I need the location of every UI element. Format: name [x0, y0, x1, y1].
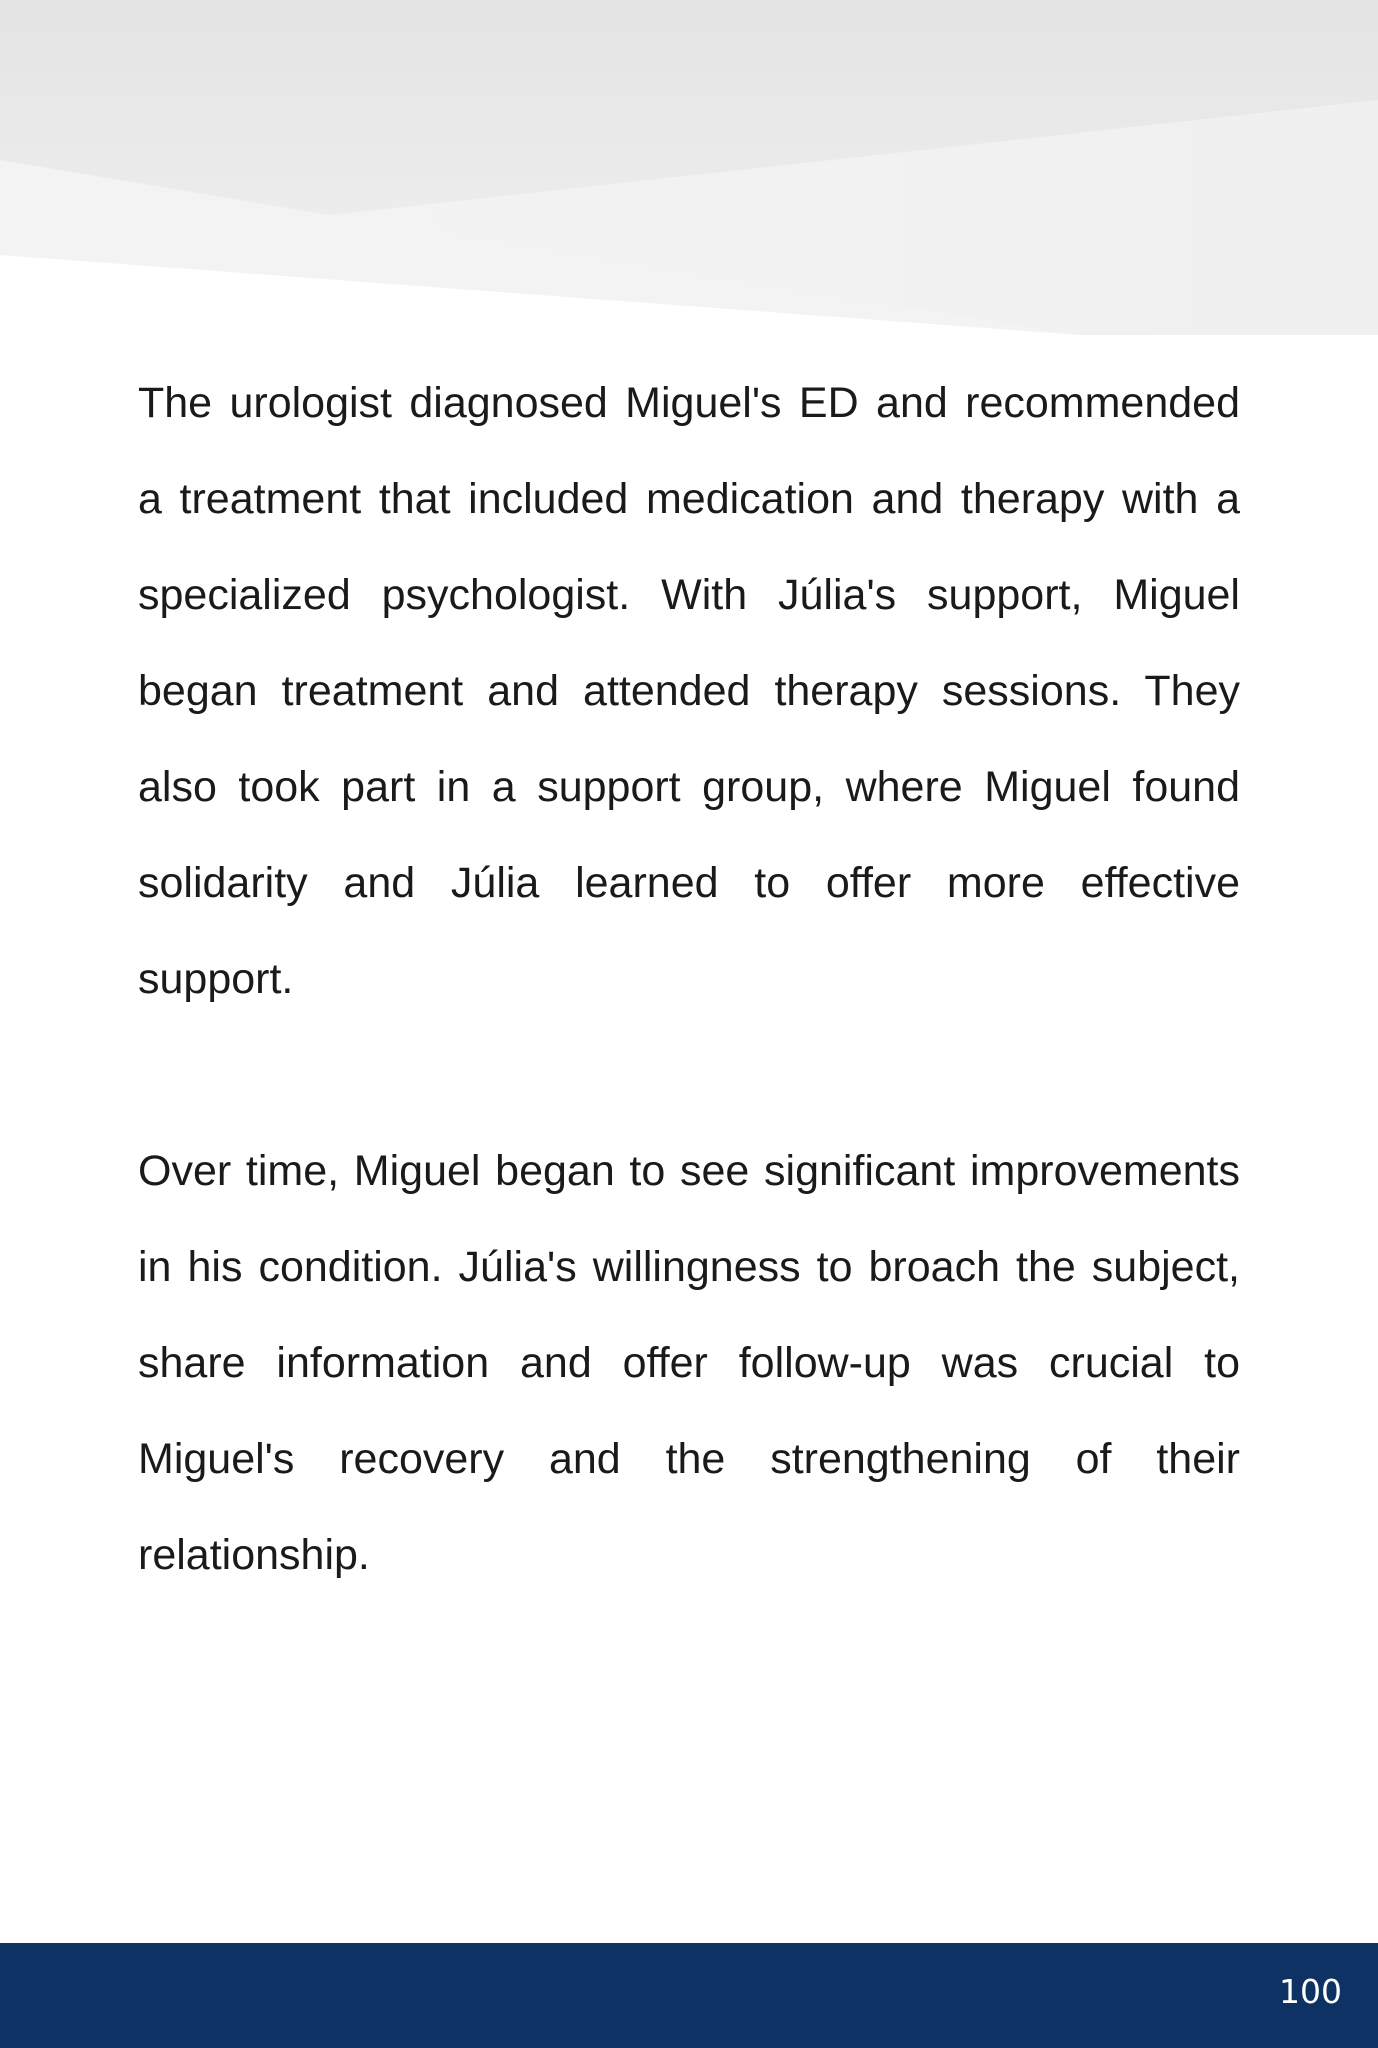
body-paragraph: Over time, Miguel began to see significant improvements in his condition. Júlia's willingness to broach the subject, share information and offer follow-up was crucial to Miguel's recovery and the strengthening of their relationship. — [138, 1147, 1240, 1579]
body-paragraph: The urologist diagnosed Miguel's ED and recommended a treatment that included medication and therapy with a specialized psychologist. With Júlia's support, Miguel began treatment and attended therapy sessions. They also took part in a support group, where Miguel found solidarity and Júlia learned to offer more effective support. — [138, 379, 1240, 1003]
footer-bar — [0, 1943, 1378, 2048]
page-number: 100 — [1279, 1972, 1342, 2011]
page-body — [138, 355, 1240, 1603]
header-decoration — [0, 0, 1378, 340]
